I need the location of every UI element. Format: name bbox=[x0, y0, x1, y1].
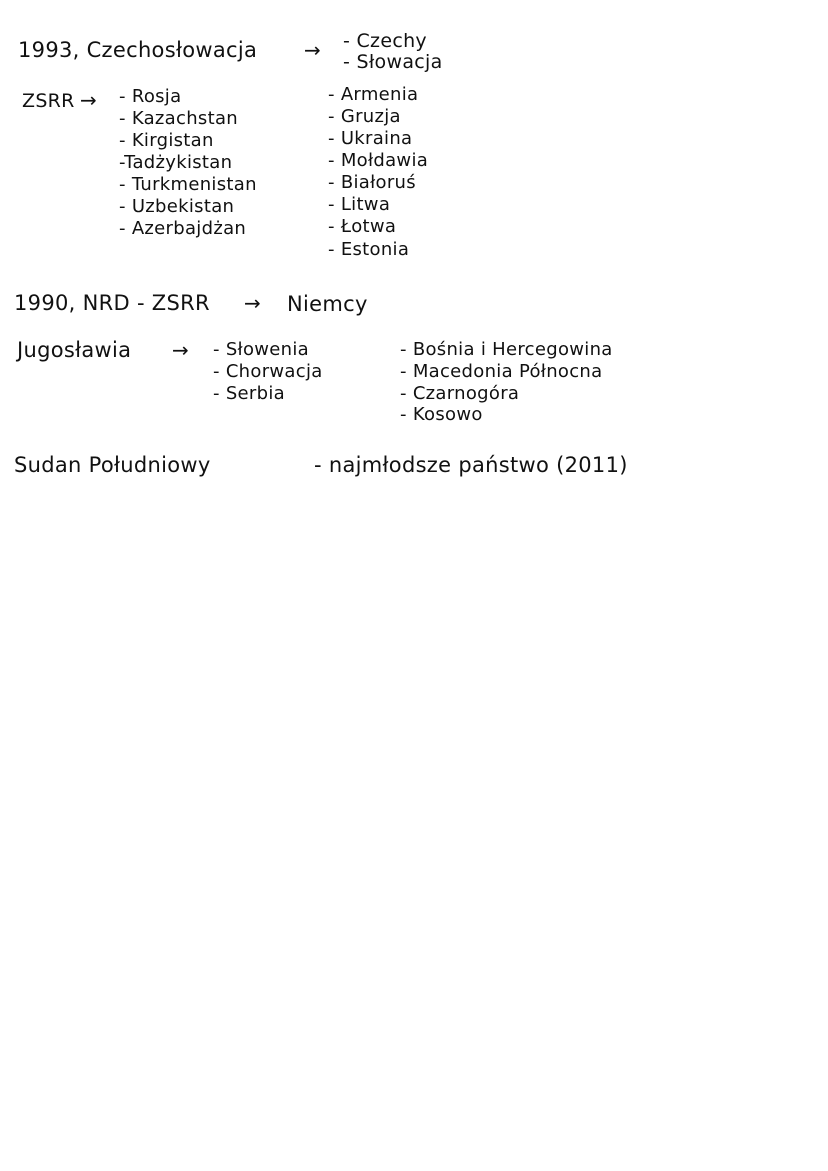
ussr-state: - Turkmenistan bbox=[119, 174, 257, 195]
arrow-icon: → bbox=[304, 38, 321, 62]
ussr-state: - Armenia bbox=[328, 84, 419, 105]
yugoslavia-state: - Kosowo bbox=[400, 404, 483, 425]
ussr-state: - Mołdawia bbox=[328, 150, 429, 171]
ussr-state: - Ukraina bbox=[328, 128, 413, 149]
ussr-state: - Białoruś bbox=[328, 172, 416, 193]
ussr-state: - Estonia bbox=[328, 239, 410, 260]
arrow-icon: → bbox=[80, 88, 97, 112]
germany-result: Niemcy bbox=[287, 292, 368, 316]
ussr-state: -Tadżykistan bbox=[119, 152, 233, 173]
yugoslavia-state: - Słowenia bbox=[213, 339, 310, 360]
ussr-state: - Łotwa bbox=[328, 216, 397, 237]
yugoslavia-state: - Chorwacja bbox=[213, 361, 323, 382]
czechoslovakia-label: 1993, Czechosłowacja bbox=[18, 38, 258, 62]
arrow-icon: → bbox=[172, 338, 189, 362]
yugoslavia-state: - Czarnogóra bbox=[400, 383, 520, 404]
czechoslovakia-state-czechy: - Czechy bbox=[343, 30, 427, 52]
ussr-state: - Rosja bbox=[119, 86, 182, 107]
south-sudan-label: Sudan Południowy bbox=[14, 453, 211, 477]
yugoslavia-label: Jugosławia bbox=[17, 338, 132, 362]
germany-label: 1990, NRD - ZSRR bbox=[14, 291, 210, 315]
ussr-state: - Litwa bbox=[328, 194, 391, 215]
yugoslavia-state: - Macedonia Północna bbox=[400, 361, 603, 382]
ussr-state: - Kazachstan bbox=[119, 108, 238, 129]
ussr-state: - Azerbajdżan bbox=[119, 218, 247, 239]
south-sudan-text: - najmłodsze państwo (2011) bbox=[314, 453, 628, 477]
yugoslavia-state: - Serbia bbox=[213, 383, 285, 404]
ussr-state: - Uzbekistan bbox=[119, 196, 235, 217]
arrow-icon: → bbox=[244, 291, 261, 315]
ussr-state: - Kirgistan bbox=[119, 130, 214, 151]
ussr-label: ZSRR bbox=[22, 90, 75, 112]
ussr-state: - Gruzja bbox=[328, 106, 401, 127]
yugoslavia-state: - Bośnia i Hercegowina bbox=[400, 339, 613, 360]
czechoslovakia-state-slowacja: - Słowacja bbox=[343, 51, 443, 73]
